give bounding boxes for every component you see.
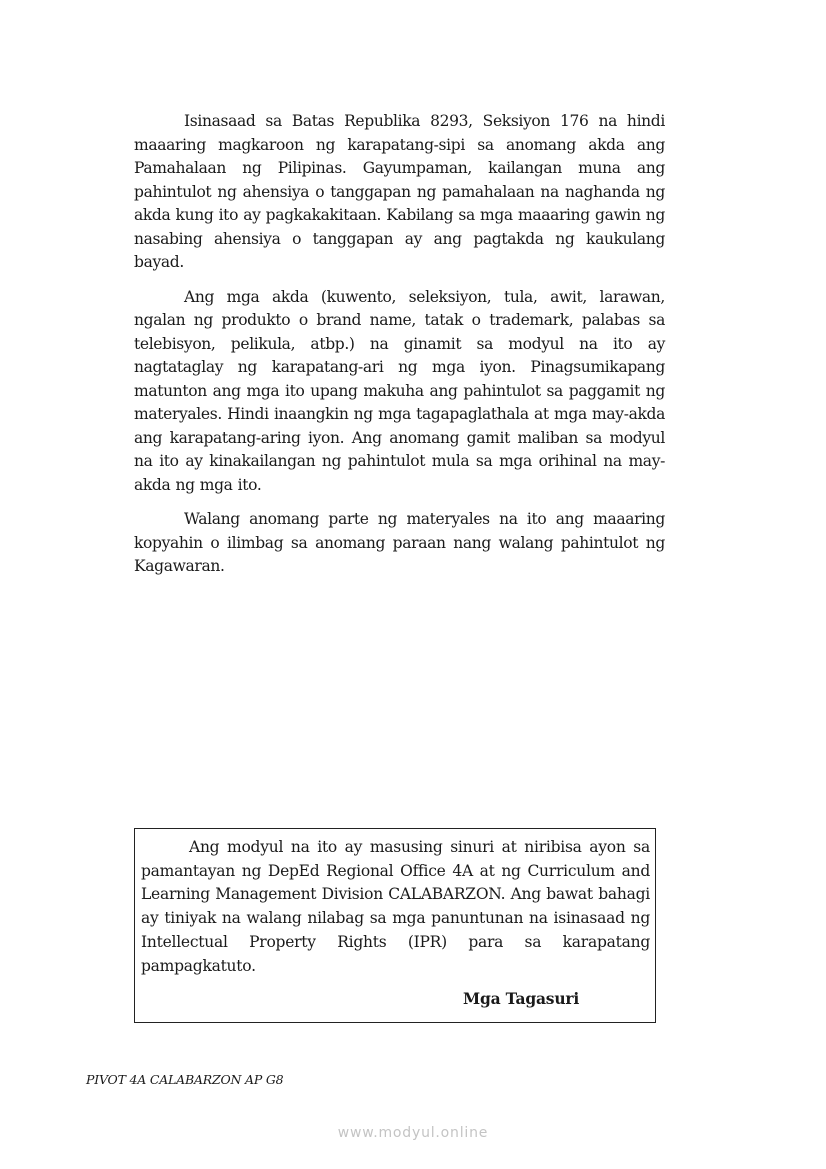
notice-paragraph-2: Ang mga akda (kuwento, seleksiyon, tula, awit, larawan, ngalan ng produkto o brand name, tatak o trademark, palabas sa telebisyon, pelikula, atbp.) na ginamit sa modyul na ito ay nagtataglay ng karapatang-ari ng mga iyon. Pinagsumikapang matunton ang mga ito upang makuha ang pahintulot sa paggamit ng materyales. Hindi inaangkin ng mga tagapaglathala at mga may-akda ang karapatang-aring iyon. Ang anomang gamit maliban sa modyul na ito ay kinakailangan ng pahintulot mula sa mga orihinal na may-akda ng mga ito. [134, 287, 665, 494]
review-statement-box [134, 828, 656, 1023]
review-statement-text: Ang modyul na ito ay masusing sinuri at niribisa ayon sa pamantayan ng DepEd Regional Office 4A at ng Curriculum and Learning Management Division CALABARZON. Ang bawat bahagi ay tiniyak na walang nilabag sa mga panuntunan na isinasaad ng Intellectual Property Rights (IPR) para sa karapatang pampagkatuto. [141, 838, 650, 975]
reviewers-signature: Mga Tagasuri [463, 989, 580, 1008]
footer-module-label: PIVOT 4A CALABARZON AP G8 [86, 1072, 284, 1087]
copyright-notice [134, 110, 665, 590]
notice-paragraph-3: Walang anomang parte ng materyales na ito ang maaaring kopyahin o ilimbag sa anomang paraan nang walang pahintulot ng Kagawaran. [134, 510, 665, 575]
notice-paragraph-1: Isinasaad sa Batas Republika 8293, Seksiyon 176 na hindi maaaring magkaroon ng karapatang-sipi sa anomang akda ang Pamahalaan ng Pilipinas. Gayumpaman, kailangan muna ang pahintulot ng ahensiya o tanggapan ng pamahalaan na naghanda ng akda kung ito ay pagkakakitaan. Kabilang sa mga maaaring gawin ng nasabing ahensiya o tanggapan ay ang pagtakda ng kaukulang bayad. [134, 112, 665, 271]
watermark-text: www.modyul.online [337, 1125, 489, 1141]
